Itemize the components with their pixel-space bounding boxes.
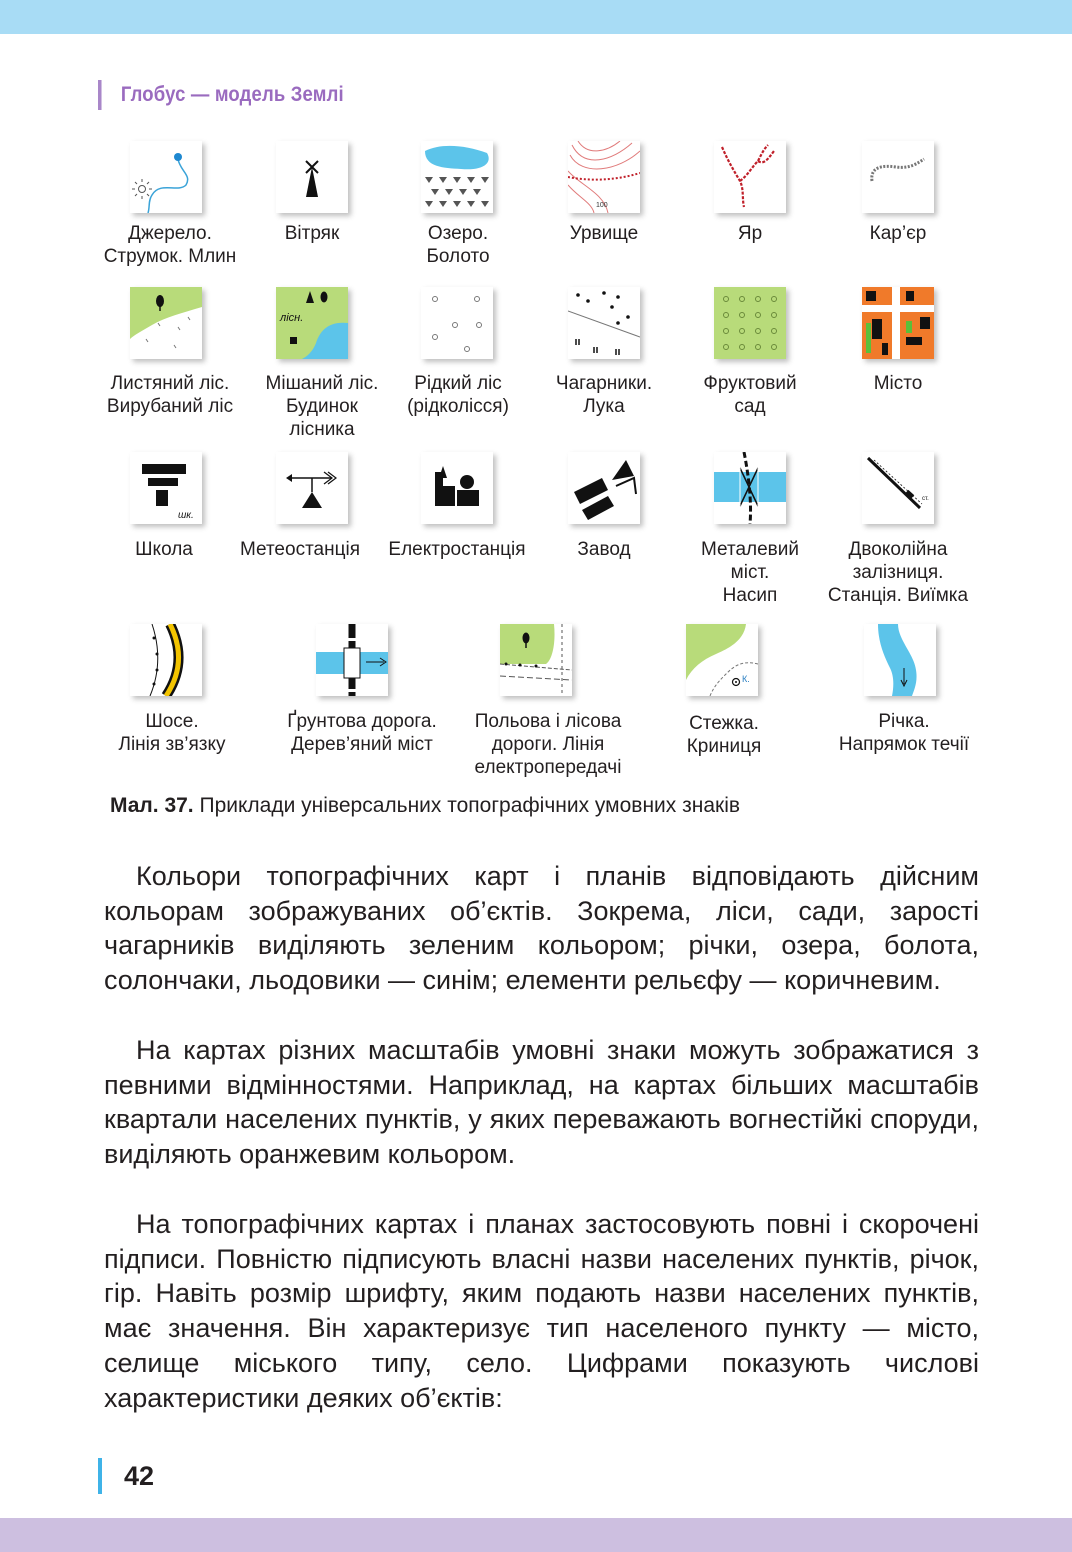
deciduous-forest-symbol [130,287,202,359]
symbol-caption: Металевий міст. Насип [700,539,799,606]
symbol-caption: Яр [737,223,763,244]
symbol-caption: Ґрунтова дорога. Дерев’яний міст [287,711,437,755]
path-well-symbol [686,624,758,696]
symbol-caption: Місто [873,373,923,394]
orchard-symbol [714,287,786,359]
river-symbol [864,624,936,696]
power-station-symbol [421,452,493,524]
symbol-caption: Річка. Напрямок течії [838,711,970,755]
symbol-caption: Стежка. Криниця [686,713,762,757]
forest-label: лісн. [280,312,304,324]
symbol-caption: Завод [577,539,631,560]
dirt-road-symbol [316,624,388,696]
mixed-forest-symbol [276,287,348,359]
windmill-symbol [276,141,348,213]
figure-caption [110,793,740,819]
page-number: 42 [98,1458,154,1494]
body-paragraph-2: На картах різних масштабів умовні знаки можуть зображатися з певними відмінностями. Наприклад, на картах більших масштабів квартали населених пунктів, у яких переважають вогнестійкі споруди, виділяють оранжевим кольором. [104,1035,979,1170]
symbol-caption: Польова і лісова дороги. Лінія електропередачі [474,711,622,778]
symbol-caption: Метеостанція [239,539,361,560]
body-paragraph-1: Кольори топографічних карт і планів відповідають дійсним кольорам зображуваних об’єктів. Зокрема, ліси, сади, зарості чагарників виділяють зеленим кольором; річки, озера, болота, солончаки, льодовики — синім; елементи рельєфу — коричневим. [104,861,979,996]
symbol-caption: Листяний ліс. Вирубаний ліс [106,373,234,417]
symbol-caption: Мішаний ліс. Будинок лісника [265,373,379,440]
symbol-caption: Озеро. Болото [426,223,490,267]
sparse-forest-symbol [421,287,493,359]
school-label: шк. [178,510,194,521]
figure-label: Мал. 37. [110,794,194,817]
well-label: К. [742,674,750,684]
weather-station-symbol [276,452,348,524]
figure-caption-text: Приклади універсальних топографічних умовних знаків [199,794,741,817]
ravine-symbol [714,141,786,213]
cliff-symbol [568,141,640,213]
railway-symbol [862,452,934,524]
symbol-caption: Чагарники. Лука [555,373,653,417]
symbol-caption: Кар’єр [869,223,927,244]
city-symbol [862,287,934,359]
field-forest-roads-symbol [500,624,572,696]
symbol-caption: Джерело. Струмок. Млин [103,223,237,267]
section-title: Глобус — модель Землі [98,80,344,110]
shrubs-meadow-symbol [568,287,640,359]
contour-number: 100 [596,202,608,209]
lake-swamp-symbol [421,141,493,213]
factory-symbol [568,452,640,524]
station-label: ст. [922,496,929,502]
symbol-caption: Двоколійна залізниця. Станція. Виїмка [827,539,969,606]
bottom-color-band [0,1518,1072,1552]
symbol-caption: Вітряк [284,223,340,244]
school-symbol [130,452,202,524]
metal-bridge-symbol [714,452,786,524]
symbol-caption: Школа [135,539,193,560]
symbol-caption: Рідкий ліс (рідколісся) [407,373,509,417]
symbol-caption: Електростанція [388,539,526,560]
body-paragraph-3: На топографічних картах і планах застосовують повні і скорочені підписи. Повністю підписують власні назви населених пунктів, річок, гір. Навіть розмір шрифту, яким подають назви населених пунктів, має значення. Він характеризує тип населеного пункту — місто, селище міського типу, село. Цифрами показують числові характеристики деяких об’єктів: [104,1209,979,1413]
highway-symbol [130,624,202,696]
symbol-caption: Урвище [569,223,639,244]
spring-stream-mill-symbol [130,141,202,213]
symbol-caption: Шосе. Лінія зв’язку [118,711,226,755]
quarry-symbol [862,141,934,213]
top-color-band [0,0,1072,34]
symbol-caption: Фруктовий сад [703,373,797,417]
